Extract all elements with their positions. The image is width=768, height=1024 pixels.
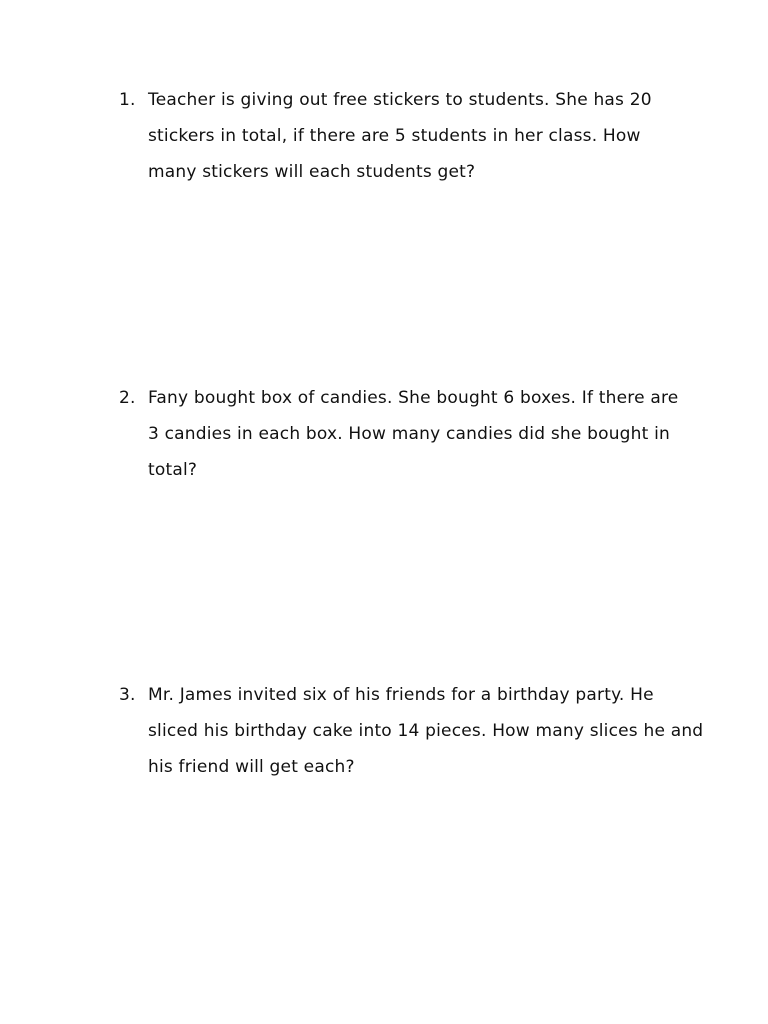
- problem-text-line: stickers in total, if there are 5 students in her class. How: [148, 126, 641, 146]
- problem-text-line: Fany bought box of candies. She bought 6 boxes. If there are: [148, 388, 679, 408]
- problem-text-line: 3 candies in each box. How many candies did she bought in: [148, 424, 671, 444]
- problem-text-line: many stickers will each students get?: [148, 162, 476, 182]
- problem-text-line: sliced his birthday cake into 14 pieces. How many slices he and: [148, 721, 704, 741]
- problem-number: 2.: [119, 388, 136, 408]
- problem-text-line: total?: [148, 460, 198, 480]
- problem-number: 1.: [119, 90, 136, 110]
- problem-text-line: Mr. James invited six of his friends for a birthday party. He: [148, 685, 654, 705]
- problem-text-line: his friend will get each?: [148, 757, 355, 777]
- problem-number: 3.: [119, 685, 136, 705]
- problem-text-line: Teacher is giving out free stickers to students. She has 20: [148, 90, 652, 110]
